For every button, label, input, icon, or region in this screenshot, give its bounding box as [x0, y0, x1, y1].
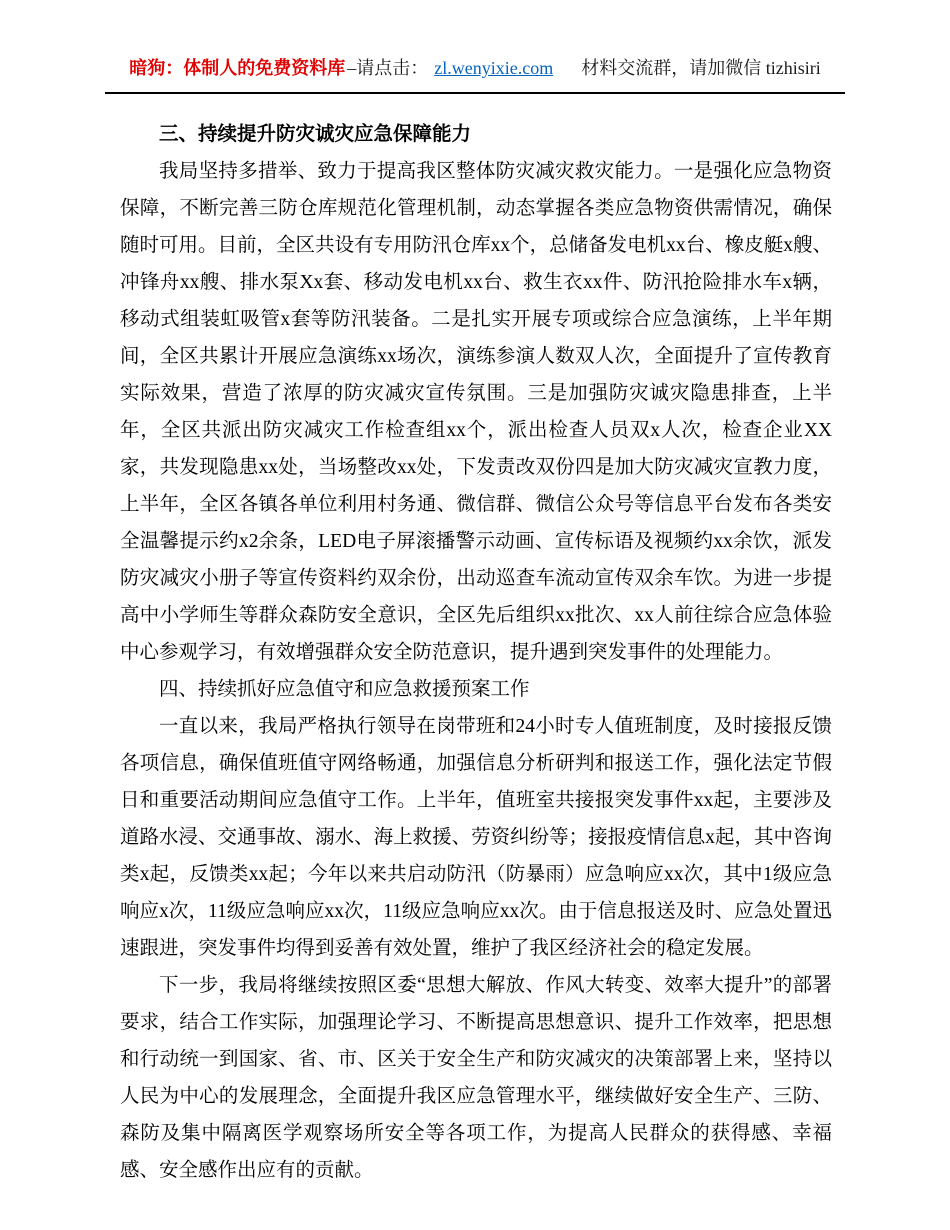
page-header — [0, 0, 950, 80]
document-body — [120, 116, 832, 1189]
paragraph-1: 我局坚持多措举、致力于提高我区整体防灾减灾救灾能力。一是强化应急物资保障，不断完善三防仓库规范化管理机制，动态掌握各类应急物资供需情况，确保随时可用。目前，全区共设有专用防汛仓库xx个，总储备发电机xx台、橡皮艇x艘、冲锋舟xx艘、排水泵Xx套、移动发电机xx台、救生衣xx件、防汛抢险排水车x辆，移动式组装虹吸管x套等防汛装备。二是扎实开展专项或综合应急演练，上半年期间，全区共累计开展应急演练xx场次，演练参演人数双人次，全面提升了宣传教育实际效果，营造了浓厚的防灾减灾宣传氛围。三是加强防灾诚灾隐患排查，上半年，全区共派出防灾减灾工作检查组xx个，派出检查人员双x人次，检查企业XX家，共发现隐患xx处，当场整改xx处，下发责改双份四是加大防灾减灾宣教力度，上半年，全区各镇各单位利用村务通、微信群、微信公众号等信息平台发布各类安全温馨提示约x2余条，LED电子屏滚播警示动画、宣传标语及视频约xx余饮，派发防灾减灾小册子等宣传资料约双余份，出动巡查车流动宣传双余车饮。为进一步提高中小学师生等群众森防安全意识，全区先后组织xx批次、xx人前往综合应急体验中心参观学习，有效增强群众安全防范意识，提升遇到突发事件的处理能力。 — [120, 161, 832, 663]
header-contact-text: 材料交流群，请加微信 tizhisiri — [581, 58, 821, 78]
paragraph-2: 一直以来，我局严格执行领导在岗带班和24小时专人值班制度，及时接报反馈各项信息，确保值班值守网络畅通，加强信息分析研判和报送工作，强化法定节假日和重要活动期间应急值守工作。上半年，值班室共接报突发事件xx起，主要涉及道路水浸、交通事故、溺水、海上救援、劳资纠纷等；接报疫情信息x起，其中咨询类x起，反馈类xx起；今年以来共启动防汛（防暴雨）应急响应xx次，其中1级应急响应x次，11级应急响应xx次，11级应急响应xx次。由于信息报送及时、应急处置迅速跟进，突发事件均得到妥善有效处置，维护了我区经济社会的稳定发展。 — [120, 716, 832, 959]
paragraph-3: 下一步，我局将继续按照区委“思想大解放、作风大转变、效率大提升”的部署要求，结合工作实际，加强理论学习、不断提高思想意识、提升工作效率，把思想和行动统一到国家、省、市、区关于安全生产和防灾减灾的决策部署上来，坚持以人民为中心的发展理念，全面提升我区应急管理水平，继续做好安全生产、三防、森防及集中隔离医学观察场所安全等各项工作，为提高人民群众的获得感、幸福感、安全感作出应有的贡献。 — [120, 975, 832, 1181]
section-heading-3: 三、持续提升防灾诚灾应急保障能力 — [159, 124, 472, 145]
header-click-text: –请点击： — [347, 58, 429, 78]
header-link[interactable]: zl.wenyixie.com — [434, 58, 554, 78]
section-heading-4: 四、持续抓好应急值守和应急救援预案工作 — [159, 679, 530, 700]
header-promo-text: 暗狗：体制人的免费资料库 — [129, 58, 346, 78]
header-divider — [105, 92, 845, 94]
